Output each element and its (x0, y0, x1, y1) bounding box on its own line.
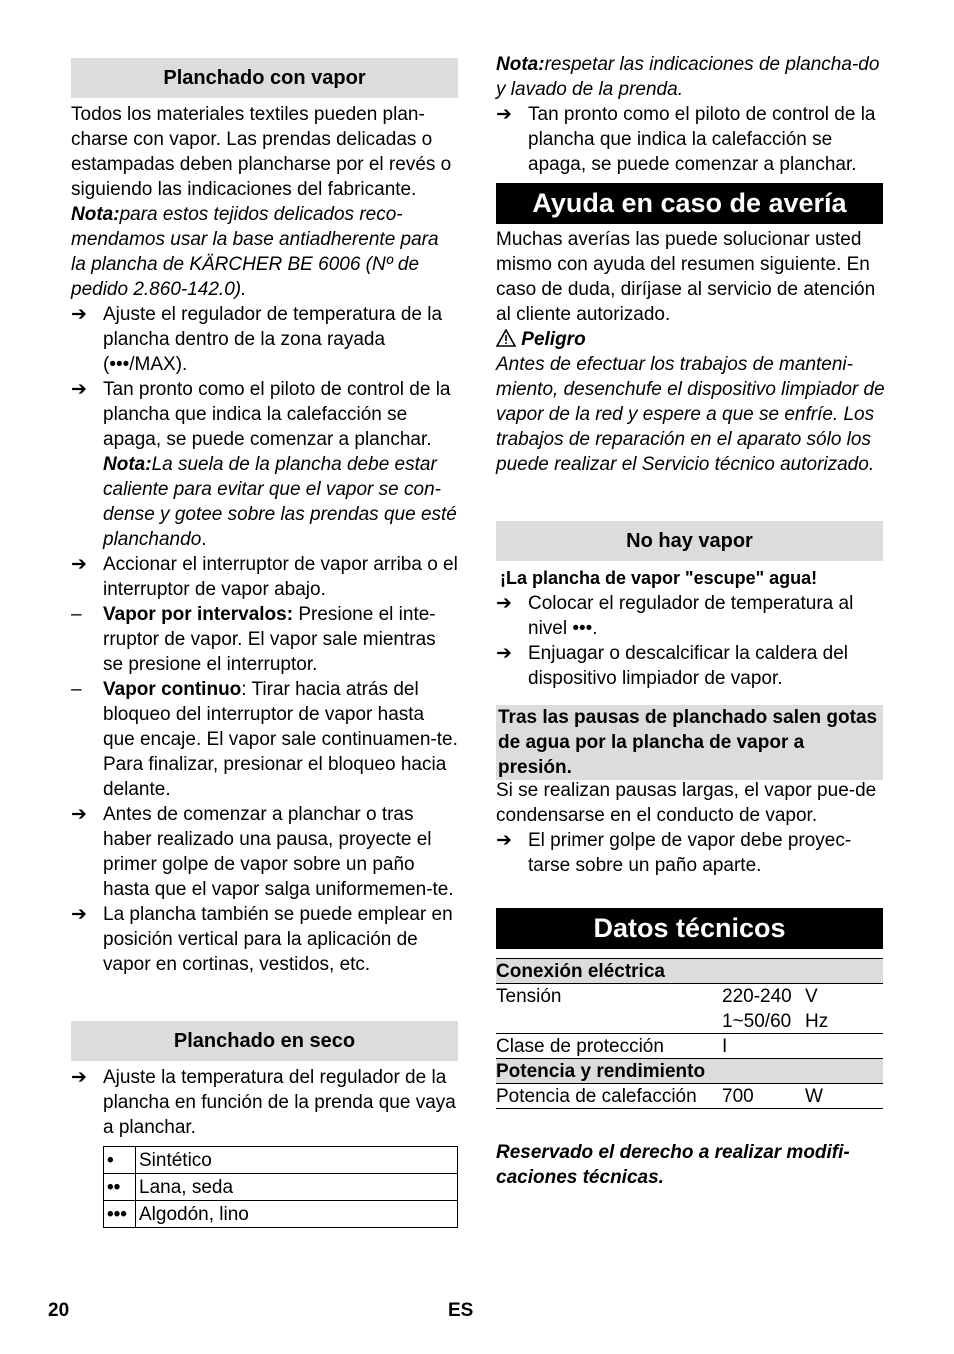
table-row (496, 984, 883, 1034)
arrow-right-icon: ➔ (71, 1067, 87, 1088)
arrow-right-icon: ➔ (71, 804, 87, 825)
arrow-right-icon: ➔ (71, 554, 87, 575)
dash-1-text: Presione el inte-rruptor de vapor. El vapor sale mientras se presione el interruptor. (103, 604, 436, 675)
arrow-right-icon: ➔ (496, 593, 512, 614)
danger-label: Peligro (521, 329, 586, 350)
note-2-label: Nota: (103, 454, 152, 475)
dry-step (71, 1065, 458, 1140)
mode-label: Lana, seda (136, 1174, 458, 1201)
dry-heading-text: Planchado en seco (173, 1030, 356, 1052)
elec-heading: Conexión eléctrica (496, 961, 665, 982)
step-2: ➔ Tan pronto como el piloto de control de la plancha que indica la calefacción se apaga, se puede comenzar a planchar. Nota:La suela de la plancha debe estar caliente para evitar que el vapor se con-dense y gotee sobre las prendas que esté planchando. (71, 379, 457, 550)
drops-text: Si se realizan pausas largas, el vapor pue-de condensarse en el conducto de vapor. (496, 780, 877, 826)
table-row (496, 1034, 883, 1059)
table-row (496, 1084, 883, 1109)
dash-2-text: : Tirar hacia atrás del bloqueo del interruptor de vapor hasta que encaje. El vapor sale continuamen-te. Para finalizar, presionar el bloqueo hacia delante. (103, 679, 458, 800)
step-1 (71, 302, 458, 377)
arrow-right-icon: ➔ (496, 643, 512, 664)
note-1-text: para estos tejidos delicados reco-mendamos usar la base antiadherente para la plancha de KÄRCHER BE 6006 (Nº de pedido 2.860-142.0). (71, 204, 439, 300)
heating-value: 700 (722, 1086, 754, 1107)
step-4 (71, 802, 458, 902)
dry-body (71, 1065, 458, 1140)
drops-step (496, 828, 886, 878)
note-right-text: respetar las indicaciones de plancha-do y lavado de la prenda (496, 54, 880, 100)
fault-heading-text: Ayuda en caso de avería (532, 188, 847, 218)
dash-2-label: Vapor continuo (103, 679, 242, 700)
language-code: ES (448, 1300, 474, 1321)
no-steam-body (496, 566, 886, 691)
arrow-right-icon: ➔ (71, 304, 87, 325)
voltage-label: Tensión (496, 986, 562, 1007)
spit-step-1-text: Colocar el regulador de temperatura al nivel •••. (528, 593, 854, 639)
drops-body (496, 778, 886, 878)
note-2-text: La suela de la plancha debe estar caliente para evitar que el vapor se con-dense y gotee sobre las prendas que esté planchando (103, 454, 457, 550)
note-1 (71, 202, 458, 302)
frequency-value: 1~50/60 (722, 1011, 792, 1032)
spit-step-1 (496, 591, 886, 641)
section-heading-steam (71, 58, 458, 98)
dash-item-continuous (71, 677, 458, 802)
table-row (104, 1147, 458, 1174)
spit-step-2 (496, 641, 886, 691)
mode-symbol: • (104, 1147, 136, 1174)
step-2-text: Tan pronto como el piloto de control de la plancha que indica la calefacción se apaga, se puede comenzar a planchar. (103, 379, 451, 450)
dry-step-text: Ajuste la temperatura del regulador de la plancha en función de la prenda que vaya a planchar. (103, 1067, 456, 1138)
danger-text: Antes de efectuar los trabajos de manteni-miento, desenchufe el dispositivo limpiador de vapor de la red y espere a que se enfríe. Los trabajos de reparación en el aparato sólo los puede realizar el Servicio técnico autorizado (496, 354, 885, 475)
power-heading: Potencia y rendimiento (496, 1061, 706, 1082)
drops-heading (496, 705, 883, 780)
tech-heading (496, 908, 883, 949)
protection-value: I (722, 1036, 728, 1057)
arrow-right-icon: ➔ (496, 104, 512, 125)
note-2 (103, 454, 457, 550)
frequency-unit: Hz (805, 1011, 829, 1032)
danger-text-block: Antes de efectuar los trabajos de manteni-miento, desenchufe el dispositivo limpiador de vapor de la red y espere a que se enfríe. Los trabajos de reparación en el aparato sólo los puede realizar el Servicio técnico autorizado. (496, 354, 885, 475)
dash-item-intervals (71, 602, 458, 677)
fault-heading (496, 183, 883, 224)
drops-heading-text: Tras las pausas de planchado salen gotas de agua por la plancha de vapor a presión. (498, 707, 878, 778)
mode-symbol: ••• (104, 1201, 136, 1228)
step-5-text: La plancha también se puede emplear en posición vertical para la aplicación de vapor en cortinas, vestidos, etc. (103, 904, 453, 975)
mode-label: Sintético (136, 1147, 458, 1174)
arrow-right-icon: ➔ (71, 904, 87, 925)
temperature-table (103, 1146, 458, 1228)
steam-intro: Todos los materiales textiles pueden plan-charse con vapor. Las prendas delicadas o estampadas deben plancharse por el revés o siguiendo las indicaciones del fabricante. (71, 104, 452, 200)
spit-step-2-text: Enjuagar o descalcificar la caldera del dispositivo limpiador de vapor. (528, 643, 849, 689)
step-5 (71, 902, 458, 977)
heating-unit: W (805, 1086, 823, 1107)
fault-intro: Muchas averías las puede solucionar usted mismo con ayuda del resumen siguiente. En caso de duda, diríjase al servicio de atención al cliente autorizado. (496, 229, 876, 325)
arrow-right-icon: ➔ (71, 379, 87, 400)
dash-bullet: – (71, 679, 82, 700)
spit-heading: ¡La plancha de vapor "escupe" agua! (500, 568, 818, 588)
warning-icon (496, 329, 516, 347)
no-steam-heading-text: No hay vapor (626, 530, 753, 552)
no-steam-heading (496, 521, 883, 561)
table-row (496, 1059, 883, 1084)
step-3-text: Accionar el interruptor de vapor arriba o el interruptor de vapor abajo. (103, 554, 458, 600)
fault-body (496, 227, 886, 477)
step-3 (71, 552, 458, 602)
tech-data-table (496, 958, 883, 1109)
table-row (104, 1201, 458, 1228)
heating-label: Potencia de calefacción (496, 1086, 697, 1107)
note-right-label: Nota: (496, 54, 545, 75)
right-top-body (496, 52, 886, 177)
mode-label: Algodón, lino (136, 1201, 458, 1228)
voltage-value: 220-240 (722, 986, 792, 1007)
note-right: Nota:respetar las indicaciones de plancha-do y lavado de la prenda. (496, 54, 880, 100)
mode-symbol: •• (104, 1174, 136, 1201)
drops-step-text: El primer golpe de vapor debe proyec-tarse sobre un paño aparte. (528, 830, 852, 876)
page-number: 20 (48, 1300, 70, 1321)
steam-heading-text: Planchado con vapor (163, 67, 366, 89)
step-top-text: Tan pronto como el piloto de control de la plancha que indica la calefacción se apaga, se puede comenzar a planchar. (528, 104, 876, 175)
protection-label: Clase de protección (496, 1036, 664, 1057)
table-row (104, 1174, 458, 1201)
note-1-label: Nota: (71, 204, 120, 225)
table-row (496, 959, 883, 984)
tech-heading-text: Datos técnicos (593, 913, 786, 943)
step-top (496, 102, 886, 177)
step-4-text: Antes de comenzar a planchar o tras haber realizado una pausa, proyecte el primer golpe de vapor sobre un paño hasta que el vapor salga uniformemen-te. (103, 804, 454, 900)
dash-1-label: Vapor por intervalos: (103, 604, 294, 625)
danger-label-line (496, 327, 886, 352)
section-heading-dry (71, 1021, 458, 1061)
steam-body (71, 102, 458, 977)
step-1-text: Ajuste el regulador de temperatura de la plancha dentro de la zona rayada (•••/MAX). (103, 304, 443, 375)
reserved-note (496, 1140, 886, 1190)
reserved-text: Reservado el derecho a realizar modifi-caciones técnicas. (496, 1142, 850, 1188)
arrow-right-icon: ➔ (496, 830, 512, 851)
dash-bullet: – (71, 604, 82, 625)
voltage-unit: V (805, 986, 818, 1007)
